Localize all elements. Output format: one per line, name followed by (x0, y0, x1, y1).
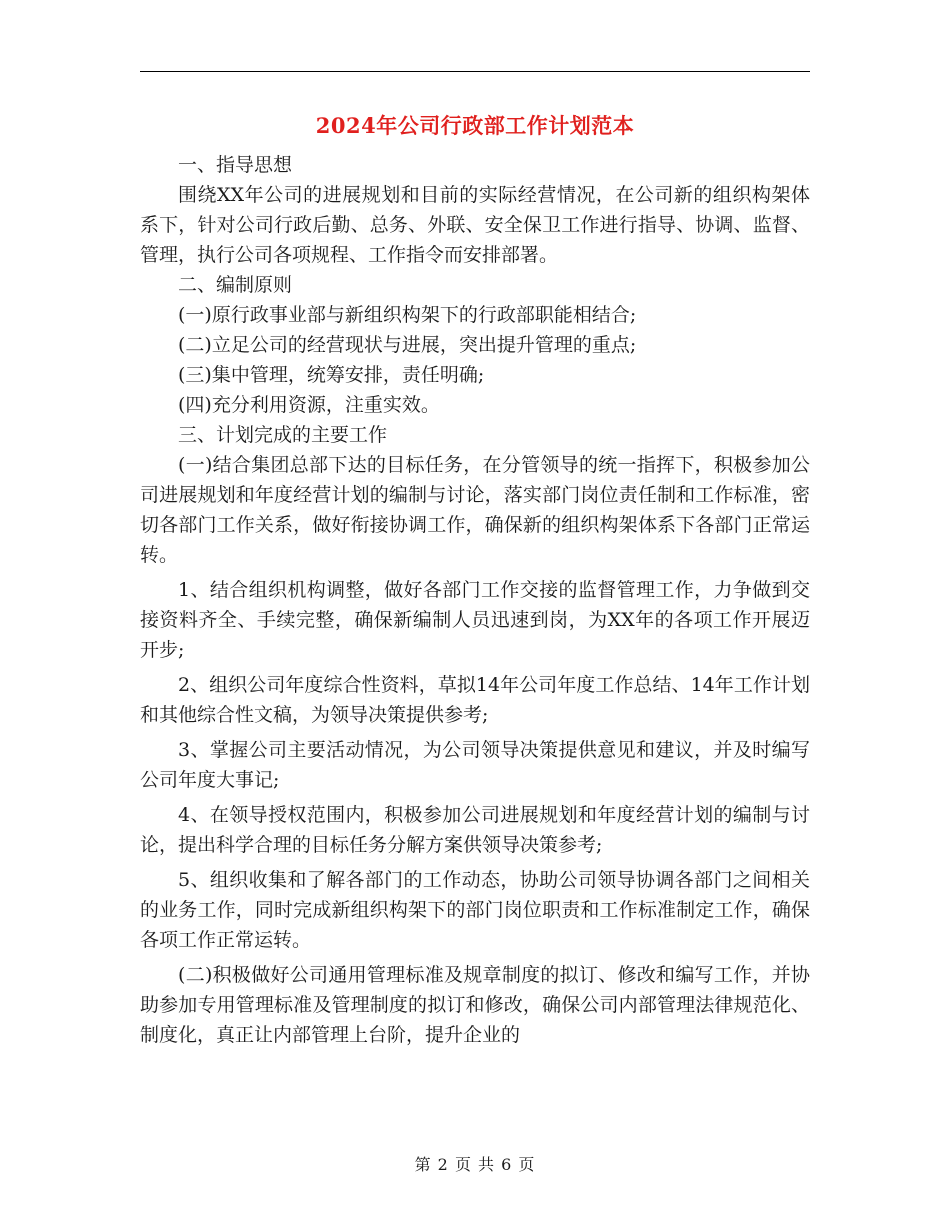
document-body (140, 150, 810, 1050)
page-number-footer: 第 2 页 共 6 页 (414, 1155, 536, 1174)
paragraph-work-subitem: 1、结合组织机构调整，做好各部门工作交接的监督管理工作，力争做到交接资料齐全、手续完整，确保新编制人员迅速到岗，为XX年的各项工作开展迈开步; (140, 579, 810, 661)
principle-item: (一)原行政事业部与新组织构架下的行政部职能相结合; (178, 304, 637, 326)
section-heading-guiding-ideology: 一、指导思想 (178, 154, 293, 176)
paragraph-work-subitem: 2、组织公司年度综合性资料，草拟14年公司年度工作总结、14年工作计划和其他综合性文稿，为领导决策提供参考; (140, 674, 810, 726)
paragraph-guiding-ideology: 围绕XX年公司的进展规划和目前的实际经营情况，在公司新的组织构架体系下，针对公司行政后勤、总务、外联、安全保卫工作进行指导、协调、监督、管理，执行公司各项规程、工作指令而安排部署。 (140, 184, 810, 266)
paragraph-work-subitem: 5、组织收集和了解各部门的工作动态，协助公司领导协调各部门之间相关的业务工作，同时完成新组织构架下的部门岗位职责和工作标准制定工作，确保各项工作正常运转。 (140, 869, 810, 951)
paragraph-work-item: (二)积极做好公司通用管理标准及规章制度的拟订、修改和编写工作，并协助参加专用管理标准及管理制度的拟订和修改，确保公司内部管理法律规范化、制度化，真正让内部管理上台阶，提升企业的 (140, 964, 810, 1046)
principle-item: (四)充分利用资源，注重实效。 (178, 394, 440, 416)
document-title: 2024年公司行政部工作计划范本 (315, 113, 635, 138)
section-heading-principles: 二、编制原则 (178, 274, 293, 296)
paragraph-work-item: (一)结合集团总部下达的目标任务，在分管领导的统一指挥下，积极参加公司进展规划和年度经营计划的编制与讨论，落实部门岗位责任制和工作标准，密切各部门工作关系，做好衔接协调工作，确保新的组织构架体系下各部门正常运转。 (140, 454, 810, 566)
section-heading-main-work: 三、计划完成的主要工作 (178, 424, 388, 446)
paragraph-work-subitem: 3、掌握公司主要活动情况，为公司领导决策提供意见和建议，并及时编写公司年度大事记; (140, 739, 810, 791)
principle-item: (二)立足公司的经营现状与进展，突出提升管理的重点; (178, 334, 637, 356)
principle-item: (三)集中管理，统筹安排，责任明确; (178, 364, 485, 386)
header-rule (140, 71, 810, 72)
paragraph-work-subitem: 4、在领导授权范围内，积极参加公司进展规划和年度经营计划的编制与讨论，提出科学合理的目标任务分解方案供领导决策参考; (140, 804, 810, 856)
